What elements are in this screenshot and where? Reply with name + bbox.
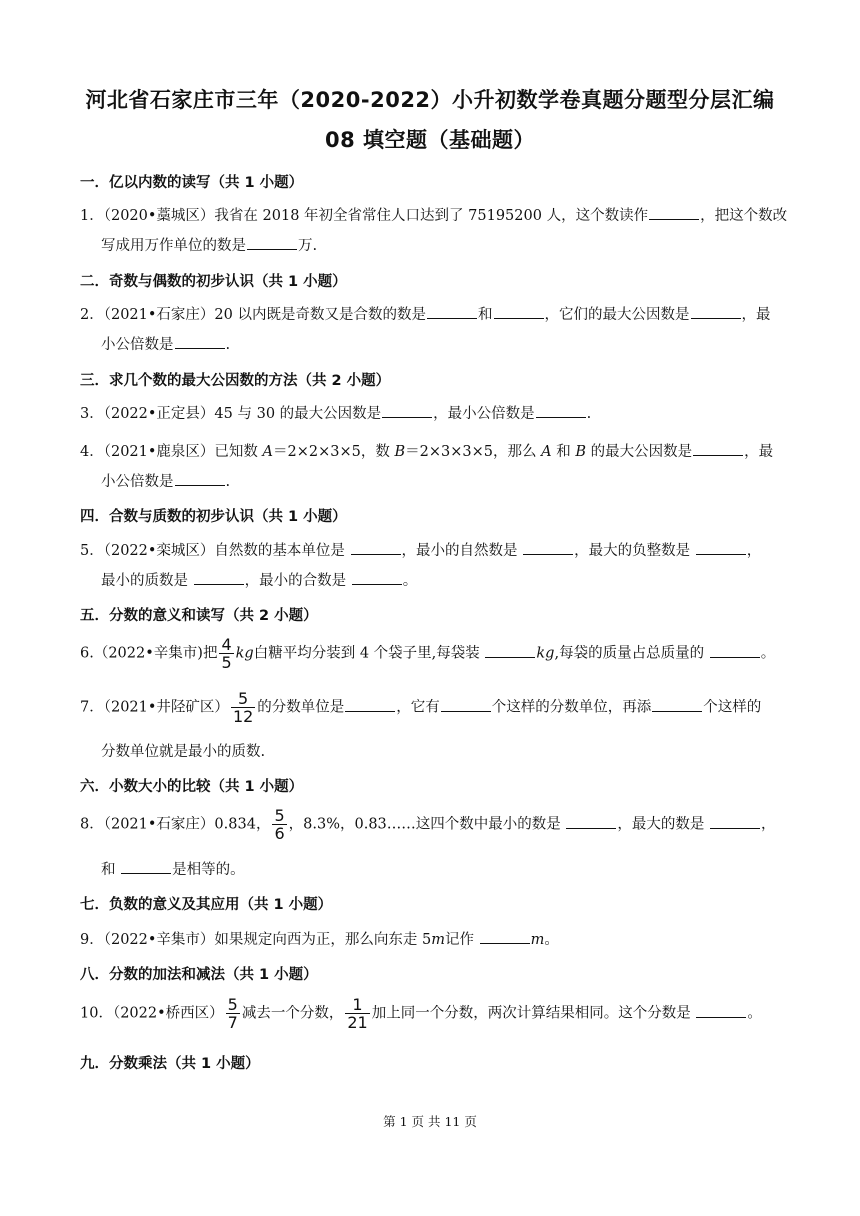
answer-blank[interactable] — [480, 929, 530, 944]
answer-blank[interactable] — [175, 471, 225, 486]
answer-blank[interactable] — [121, 859, 171, 874]
question-10-line-1: 10．（2022•桥西区） $\frac{5}{7}$ 减去一个分数， $\frac{1}{21}$ 加上同一个分数，两次计算结果相同。这个分数是 。 — [80, 995, 762, 1032]
answer-blank[interactable] — [710, 814, 760, 829]
fraction: $\frac{5}{6}$ — [274, 806, 285, 843]
answer-blank[interactable] — [351, 540, 401, 555]
question-4-line-1: 4．（2021•鹿泉区）已知数 A＝2×2×3×5，数 B＝2×3×3×5，那么 A 和 B 的最大公因数是 ，最 — [80, 440, 773, 461]
answer-blank[interactable] — [441, 697, 491, 712]
page-footer: 第 1 页 共 11 页 — [383, 1114, 477, 1129]
question-8-line-1: 8．（2021•石家庄）0.834， $\frac{5}{6}$ ，8.3%，0.83……这四个数中最小的数是 ，最大的数是 ， — [80, 806, 776, 843]
question-2-line-2: 小公倍数是 . — [101, 333, 230, 354]
answer-blank[interactable] — [494, 304, 544, 319]
answer-blank[interactable] — [710, 643, 760, 658]
answer-blank[interactable] — [485, 643, 535, 658]
answer-blank[interactable] — [536, 403, 586, 418]
answer-blank[interactable] — [247, 235, 297, 250]
section-heading-7: 七．负数的意义及其应用（共 1 小题） — [80, 897, 333, 913]
section-heading-1: 一．亿以内数的读写（共 1 小题） — [80, 175, 304, 191]
section-heading-2: 二．奇数与偶数的初步认识（共 1 小题） — [80, 274, 347, 290]
fraction: $\frac{1}{21}$ — [347, 995, 368, 1032]
answer-blank[interactable] — [194, 570, 244, 585]
question-2-line-1: 2．（2021•石家庄）20 以内既是奇数又是合数的数是 和 ，它们的最大公因数是 ，最 — [80, 303, 771, 324]
section-heading-6: 六．小数大小的比较（共 1 小题） — [80, 779, 304, 795]
section-heading-5: 五．分数的意义和读写（共 2 小题） — [80, 608, 318, 624]
question-1-line-2: 写成用万作单位的数是 万. — [101, 234, 317, 255]
answer-blank[interactable] — [649, 205, 699, 220]
section-heading-9: 九．分数乘法（共 1 小题） — [80, 1056, 260, 1072]
question-1-line-1: 1．（2020•藁城区）我省在 2018 年初全省常住人口达到了 75195200 人，这个数读作 ，把这个数改 — [80, 204, 787, 225]
section-heading-4: 四．合数与质数的初步认识（共 1 小题） — [80, 509, 347, 525]
answer-blank[interactable] — [352, 570, 402, 585]
document-title: 河北省石家庄市三年（2020-2022）小升初数学卷真题分题型分层汇编 — [85, 88, 775, 112]
document-subtitle: 08 填空题（基础题） — [324, 128, 536, 152]
answer-blank[interactable] — [693, 441, 743, 456]
section-heading-3: 三．求几个数的最大公因数的方法（共 2 小题） — [80, 373, 391, 389]
fraction: $\frac{5}{12}$ — [232, 689, 254, 726]
answer-blank[interactable] — [691, 304, 741, 319]
answer-blank[interactable] — [652, 697, 702, 712]
question-5-line-2: 最小的质数是 ，最小的合数是 。 — [101, 569, 417, 590]
question-3-line-1: 3．（2022•正定县）45 与 30 的最大公因数是 ，最小公倍数是 . — [80, 402, 591, 423]
question-4-line-2: 小公倍数是 . — [101, 470, 230, 491]
fraction: $\frac{4}{5}$ — [221, 635, 232, 672]
answer-blank[interactable] — [382, 403, 432, 418]
answer-blank[interactable] — [427, 304, 477, 319]
section-heading-8: 八．分数的加法和减法（共 1 小题） — [80, 967, 318, 983]
answer-blank[interactable] — [175, 334, 225, 349]
question-7-line-2: 分数单位就是最小的质数. — [101, 744, 266, 760]
question-7-line-1: 7．（2021•井陉矿区） $\frac{5}{12}$ 的分数单位是 ，它有 个这样的分数单位，再添 个这样的 — [80, 689, 762, 726]
question-8-line-2: 和 是相等的。 — [101, 858, 245, 879]
answer-blank[interactable] — [566, 814, 616, 829]
answer-blank[interactable] — [696, 1003, 746, 1018]
question-6-line-1: 6.（2022•辛集市)把 $\frac{4}{5}$ kg白糖平均分装到 4 个袋子里,每袋装 kg,每袋的质量占总质量的 。 — [80, 635, 776, 672]
answer-blank[interactable] — [345, 697, 395, 712]
question-9-line-1: 9．（2022•辛集市）如果规定向西为正，那么向东走 5m记作 m。 — [80, 928, 559, 949]
answer-blank[interactable] — [696, 540, 746, 555]
answer-blank[interactable] — [523, 540, 573, 555]
question-5-line-1: 5．（2022•栾城区）自然数的基本单位是 ，最小的自然数是 ，最大的负整数是 ， — [80, 539, 761, 560]
fraction: $\frac{5}{7}$ — [227, 995, 238, 1032]
